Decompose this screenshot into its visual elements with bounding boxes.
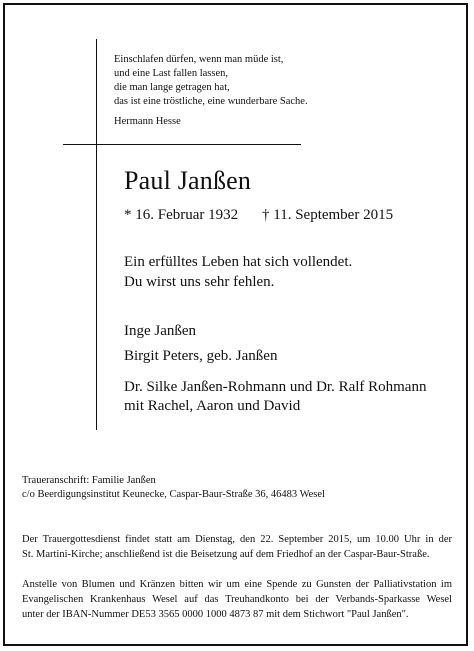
mourner-name: mit Rachel, Aaron und David	[124, 398, 301, 414]
tribute-line: Ein erfülltes Leben hat sich vollendet.	[124, 254, 353, 270]
notice-line: St. Martini-Kirche; anschließend ist die Beisetzung auf dem Friedhof an der Caspar-Baur-Straße.	[22, 549, 430, 560]
address-line: c/o Beerdigungsinstitut Keunecke, Caspar-Baur-Straße 36, 46483 Wesel	[22, 489, 325, 500]
address-line: Traueranschrift: Familie Janßen	[22, 475, 156, 486]
tribute-line: Du wirst uns sehr fehlen.	[124, 274, 275, 290]
poem-line: die man lange getragen hat,	[114, 82, 230, 93]
poem-block	[114, 53, 308, 129]
mourner-name: Inge Janßen	[124, 323, 197, 339]
notice-line: Der Trauergottesdienst findet statt am Dienstag, den 22. September 2015, um 10.00 Uhr in der	[22, 534, 452, 545]
poem-line: das ist eine tröstliche, eine wunderbare Sache.	[114, 96, 308, 107]
mourning-address	[22, 474, 325, 502]
poem-author: Hermann Hesse	[114, 116, 181, 127]
deceased-name: Paul Janßen	[124, 166, 252, 195]
death-date: † 11. September 2015	[262, 207, 394, 223]
notice-line: unter der IBAN-Nummer DE53 3565 0000 1000 4873 87 mit dem Stichwort "Paul Janßen".	[22, 609, 409, 620]
birth-date: * 16. Februar 1932	[124, 207, 239, 223]
tribute-text	[124, 252, 352, 292]
life-dates	[124, 206, 394, 224]
notice-line: Anstelle von Blumen und Kränzen bitten wir um eine Spende zu Gunsten der Palliativstation im	[22, 579, 452, 590]
mourner-name: Birgit Peters, geb. Janßen	[124, 348, 278, 364]
cross-horizontal-bar	[63, 144, 301, 145]
poem-line: Einschlafen dürfen, wenn man müde ist,	[114, 54, 284, 65]
cross-vertical-bar	[96, 39, 97, 430]
donation-notice	[22, 577, 452, 622]
poem-line: und eine Last fallen lassen,	[114, 68, 229, 79]
service-notice	[22, 532, 452, 562]
mourner-name: Dr. Silke Janßen-Rohmann und Dr. Ralf Rohmann	[124, 379, 427, 395]
notice-line: Evangelischen Krankenhaus Wesel auf das Treuhandkonto bei der Verbands-Sparkasse Wesel	[22, 594, 452, 605]
